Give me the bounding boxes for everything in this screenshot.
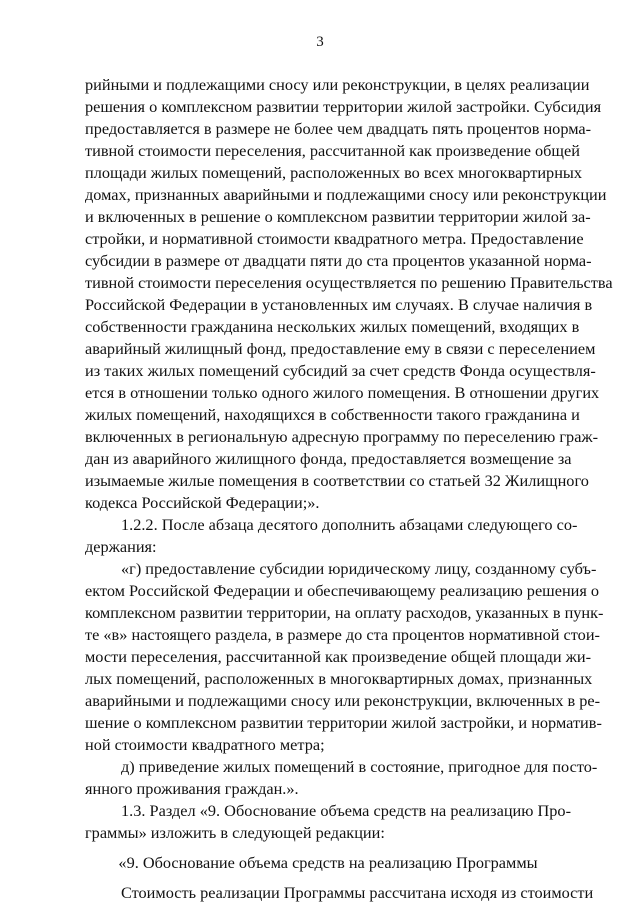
text-line: д) приведение жилых помещений в состояние, пригодное для посто-: [121, 757, 598, 776]
text-line: «9. Обоснование объема средств на реализацию Программы: [118, 853, 538, 872]
text-line: собственности гражданина нескольких жилых помещений, входящих в: [85, 317, 580, 336]
text-line: жилых помещений, находящихся в собственности такого гражданина и: [85, 405, 580, 424]
text-line: 1.3. Раздел «9. Обоснование объема средств на реализацию Про-: [121, 801, 571, 820]
text-line: Российской Федерации в установленных им случаях. В случае наличия в: [85, 295, 593, 314]
text-line: дан из аварийного жилищного фонда, предоставляется возмещение за: [85, 449, 572, 468]
text-line: рийными и подлежащими сносу или реконструкции, в целях реализации: [85, 75, 590, 94]
text-line: комплексном развитии территории, на оплату расходов, указанных в пунк-: [85, 603, 604, 622]
text-line: площади жилых помещений, расположенных во всех многоквартирных: [85, 163, 582, 182]
text-line: включенных в региональную адресную программу по переселению граж-: [85, 427, 599, 446]
text-line: лых помещений, расположенных в многоквартирных домах, признанных: [85, 669, 593, 688]
text-line: изымаемые жилые помещения в соответствии со статьей 32 Жилищного: [85, 471, 589, 490]
text-line: шение о комплексном развитии территории жилой застройки, и норматив-: [85, 713, 602, 732]
text-line: аварийными и подлежащими сносу или реконструкции, включенных в ре-: [85, 691, 601, 710]
text-line: ется в отношении только одного жилого помещения. В отношении других: [85, 383, 600, 402]
text-line: ектом Российской Федерации и обеспечивающему реализацию решения о: [85, 581, 600, 600]
text-line: мости переселения, рассчитанной как произведение общей площади жи-: [85, 647, 592, 666]
text-line: кодекса Российской Федерации;».: [85, 493, 320, 512]
text-line: из таких жилых помещений субсидий за счет средств Фонда осуществля-: [85, 361, 596, 380]
text-line: «г) предоставление субсидии юридическому лицу, созданному субъ-: [121, 559, 597, 578]
text-line: тивной стоимости переселения осуществляется по решению Правительства: [85, 273, 613, 292]
text-line: те «в» настоящего раздела, в размере до ста процентов нормативной стои-: [85, 625, 600, 644]
text-line: граммы» изложить в следующей редакции:: [85, 823, 385, 842]
text-line: аварийный жилищный фонд, предоставление ему в связи с переселением: [85, 339, 596, 358]
text-line: янного проживания граждан.».: [85, 779, 299, 798]
page-number: 3: [316, 34, 324, 50]
text-line: стройки, и нормативной стоимости квадратного метра. Предоставление: [85, 229, 584, 248]
text-line: ной стоимости квадратного метра;: [85, 735, 325, 754]
text-line: субсидии в размере от двадцати пяти до ста процентов указанной норма-: [85, 251, 592, 270]
text-line: 1.2.2. После абзаца десятого дополнить абзацами следующего со-: [121, 515, 578, 534]
text-line: и включенных в решение о комплексном развитии территории жилой за-: [85, 207, 591, 226]
text-line: домах, признанных аварийными и подлежащими сносу или реконструкции: [85, 185, 607, 204]
text-line: предоставляется в размере не более чем двадцать пять процентов норма-: [85, 119, 592, 138]
text-line: Стоимость реализации Программы рассчитана исходя из стоимости: [121, 883, 594, 902]
text-line: держания:: [85, 537, 157, 556]
text-line: решения о комплексном развитии территории жилой застройки. Субсидия: [85, 97, 602, 116]
text-line: тивной стоимости переселения, рассчитанной как произведение общей: [85, 141, 580, 160]
